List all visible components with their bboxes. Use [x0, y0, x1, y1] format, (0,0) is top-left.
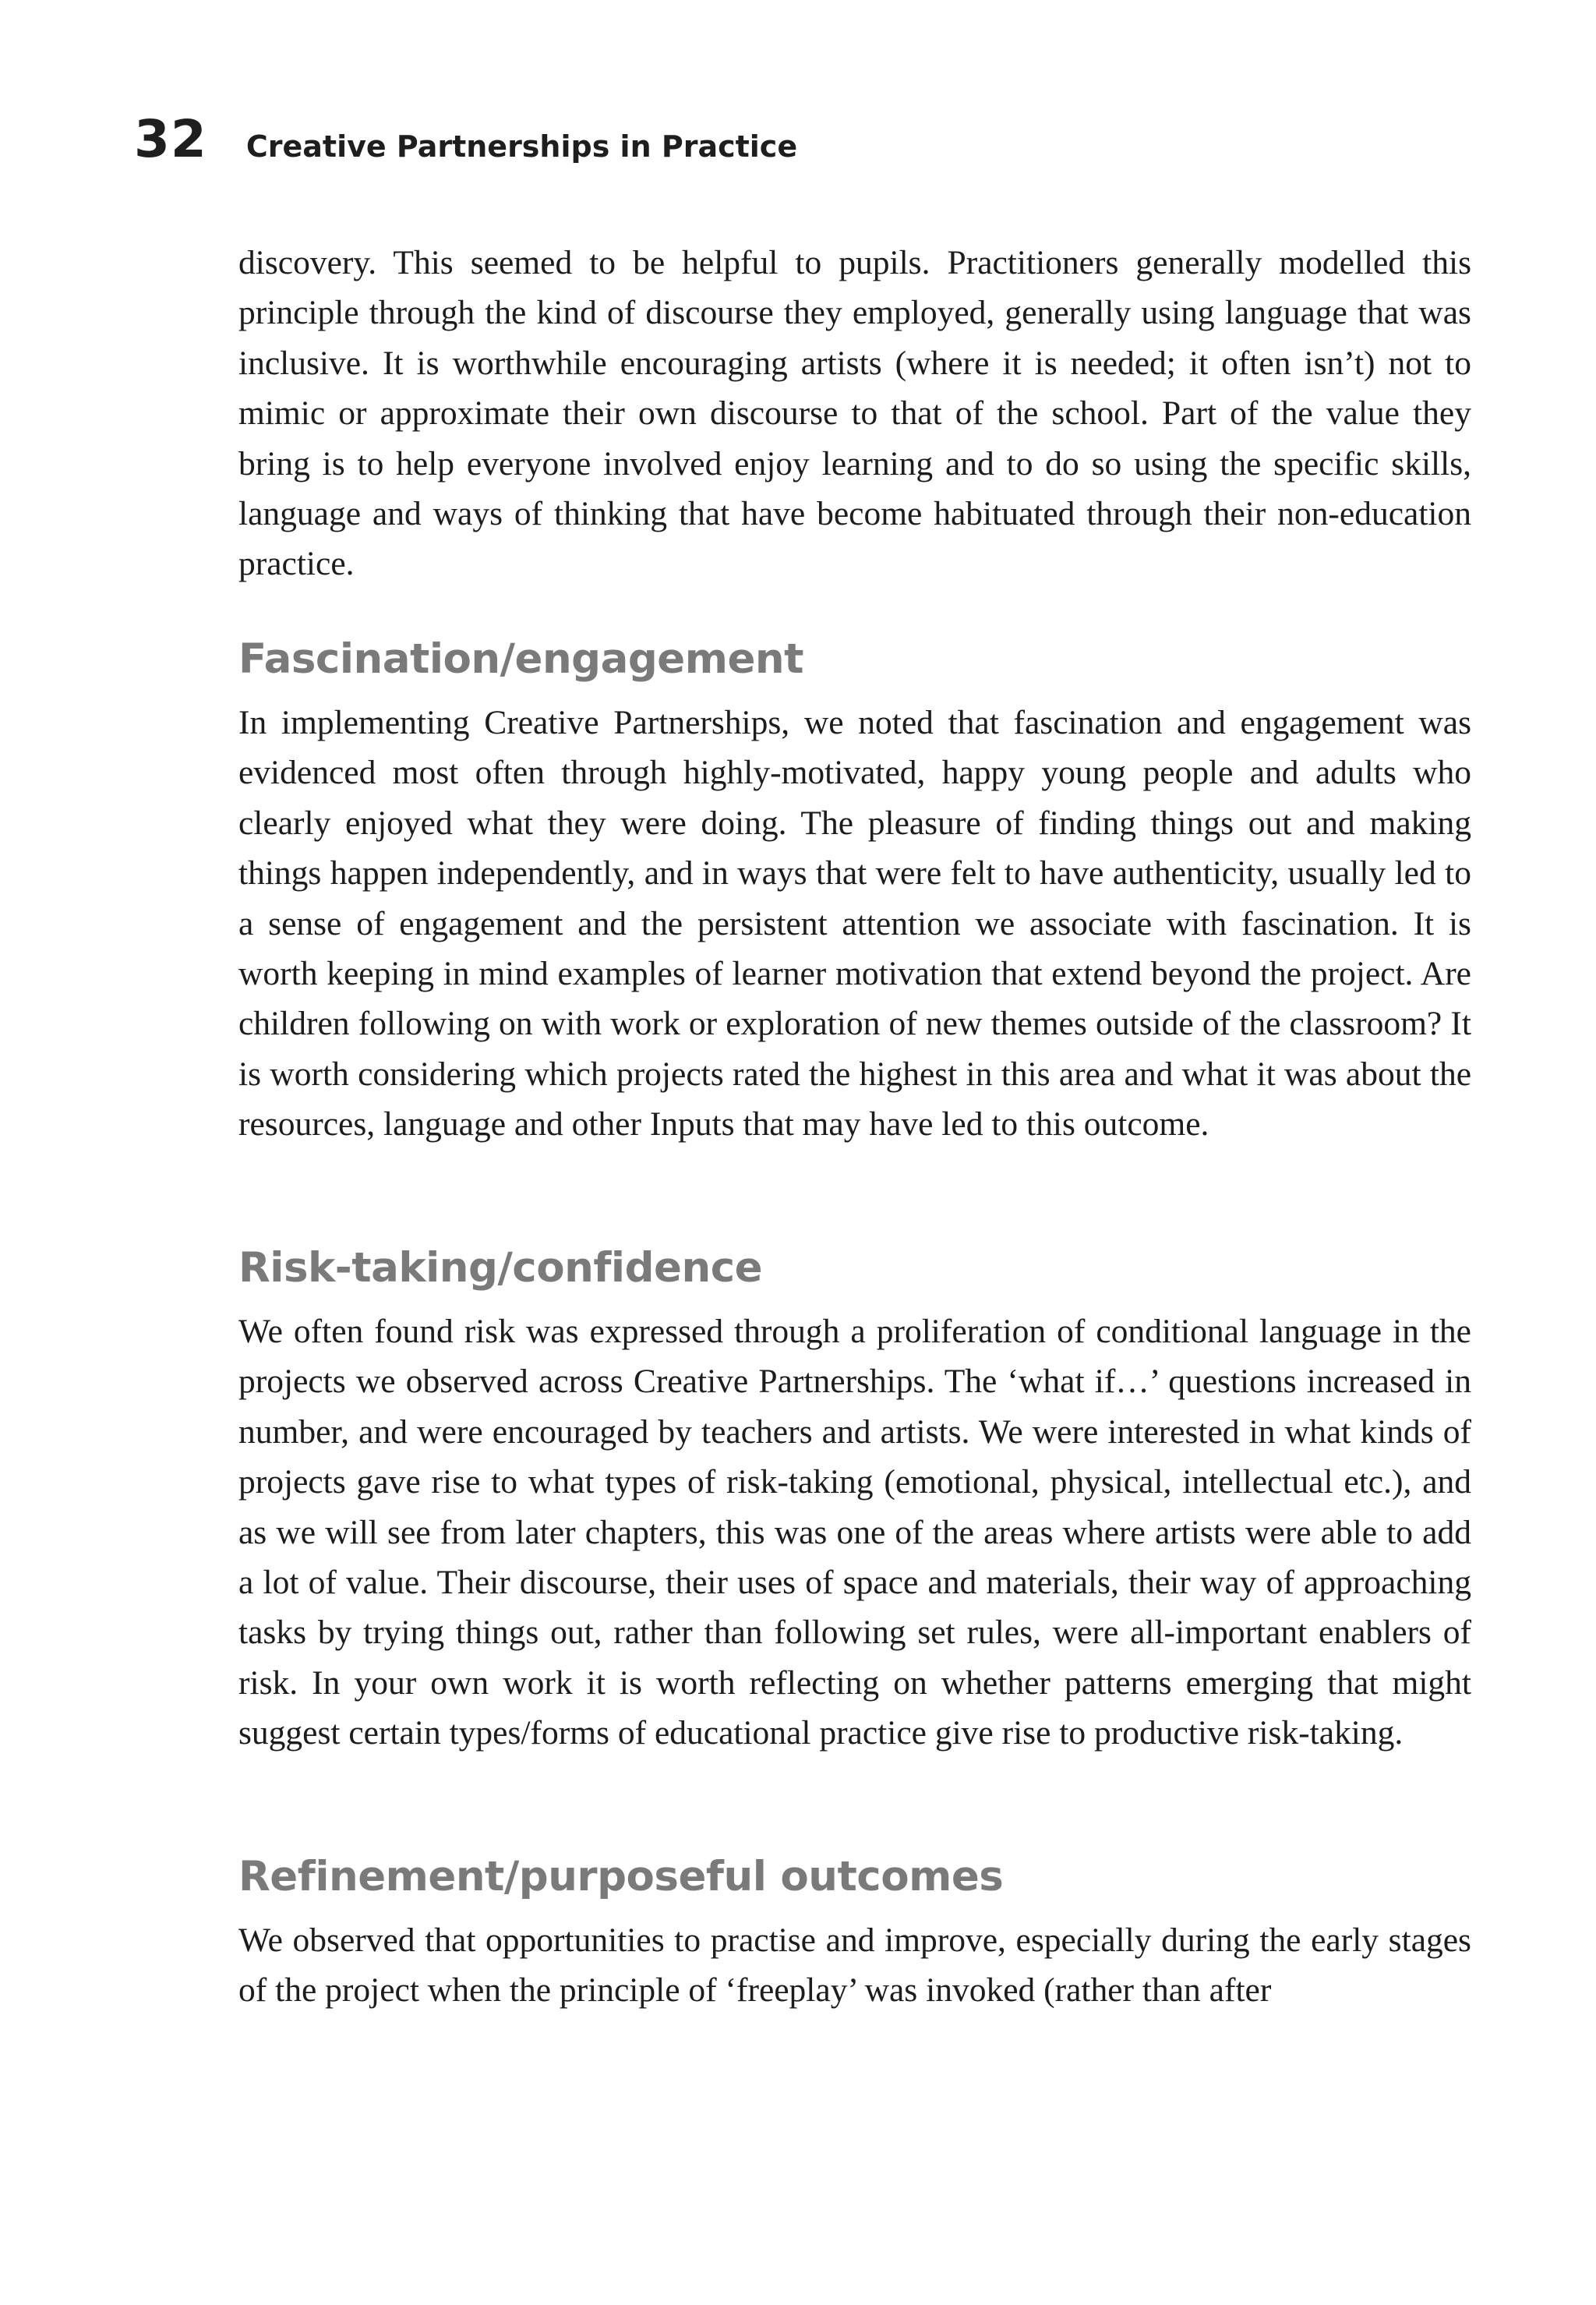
section-heading-fascination: Fascination/engagement [238, 635, 803, 683]
running-head [134, 109, 797, 171]
running-title: Creative Partnerships in Practice [245, 129, 798, 164]
body-text [238, 238, 1471, 2017]
section-heading-risk-taking: Risk-taking/confidence [238, 1244, 763, 1292]
section-paragraph-fascination: In implementing Creative Partnerships, we noted that fascination and engagement was evidenced most often through highly-motivated, happy young people and adults who clearly enjoyed what they were doing. The pleasure of finding things out and making things happen independently, and in ways that were felt to have authenticity, usually led to a sense of engagement and the persistent attention we associate with fascination. It is worth keeping in mind examples of learner motivation that extend beyond the project. Are children following on with work or exploration of new themes outside of the classroom? It is worth considering which projects rated the highest in this area and what it was about the resources, language and other Inputs that may have led to this outcome. [238, 704, 1471, 1144]
intro-paragraph: discovery. This seemed to be helpful to pupils. Practitioners generally modelled this principle through the kind of discourse they employed, generally using language that was inclusive. It is worthwhile encouraging artists (where it is needed; it often isn’t) not to mimic or approximate their own discourse to that of the school. Part of the value they bring is to help everyone involved enjoy learning and to do so using the specific skills, language and ways of thinking that have become habituated through their non-education practice. [238, 244, 1471, 583]
page-number: 32 [134, 109, 207, 169]
section-paragraph-risk-taking: We often found risk was expressed through a proliferation of conditional language in the projects we observed across Creative Partnerships. The ‘what if…’ questions increased in number, and were encouraged by teachers and artists. We were interested in what kinds of projects gave rise to what types of risk-taking (emotional, physical, intellectual etc.), and as we will see from later chapters, this was one of the areas where artists were able to add a lot of value. Their discourse, their uses of space and materials, their way of approaching tasks by trying things out, rather than following set rules, were all-important enablers of risk. In your own work it is worth reflecting on whether patterns emerging that might suggest certain types/forms of educational practice give rise to productive risk-taking. [238, 1313, 1471, 1752]
section-paragraph-refinement: We observed that opportunities to practise and improve, especially during the early stages of the project when the principle of ‘freeplay’ was invoked (rather than after [238, 1921, 1471, 2010]
section-heading-refinement: Refinement/purposeful outcomes [238, 1853, 1004, 1900]
